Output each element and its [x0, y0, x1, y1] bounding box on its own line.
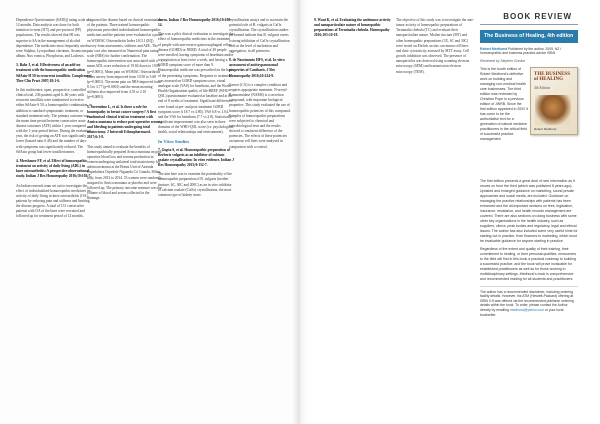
paragraph: This study aimed to evaluate the benefits of homoeopathically prepared Arnica montana on post-operative blood loss and seroma production in women undergoing unilateral total mastectomy for adenocarcinoma at the Breast Unit of Azienda Ospedaliera Ospedale Niguarda Ca' Granda, Milan, Italy, from 2013 to 2014. 53 women were randomly assigned to Arnica montana or placebo and were followed up. The primary outcome measure was the volume of blood and serum collected in the drainage. — [87, 144, 163, 201]
column-4 — [229, 18, 291, 154]
article-heading: 7. Gupta S, et al. Homoeopathic preparation of Berberis vulgaris as an inhibitor of calcium oxalate crystallisation: In vitro evidence. Indian J Res Homoeopathy 2015;9:152-7. — [158, 147, 234, 168]
paragraph: diagnosed the disease based on clinical examination of the patients. Three trained homoeopathic physicians prescribed individualised homoeopathic medicines and the patients were evaluated at a point on WOMAC Osteoarthritis Index LK3.1 (EQ) survey from assessments, stiffness and ADL. The pain core also measured on Numerical pain rating scale (NRS) for further confirmation. The homoeopathic intervention was associated with a mean ADL score reduction of 19.84 down to 19.89 (p=0.0001). Mean pain on WOMAC Osteoarthritis Index survey from improved from 10.50 to 5.68 (p=0.0001). The mean pain on NRS improved from 8.3 to 3.77 (p=0.0001) and the mean morning stiffness also improved from 4.55 to 2.10 (p=0.0001). — [87, 18, 162, 100]
book-cover-author: Robert Medhurst — [534, 126, 557, 131]
review-paragraph: This is the fourth edition of Robert Medhurst's definitive work on building and managing non-medical health care businesses. The third edition was reviewed by Christian Pope in a previous edition of JWRB. Since the first edition appeared in 2002 it has come to be the authoritative text for a generation of natural medicine practitioners in the critical field of successful practice management. — [480, 66, 528, 141]
column-1 — [16, 18, 92, 224]
page-title: BOOK REVIEW — [503, 12, 572, 21]
book-review-panel — [480, 30, 578, 410]
paragraph: In this multicentre, open, prospective, controlled clinical trial, 236 patients aged 6–60 years with recurrent tonsillitis were randomised to receive either SilAzin-S 50, a homoeopathic combination, in addition to standard symptomatic treatment, or standard treatment only. The primary outcome was the mean time period between consecutive acute disease outcomes (ATE) within 1 year compared with the 1-year period before. During the evaluation year, the risk of getting an ATE was significantly lower (hazard ratio 0.46) and the number of days with symptoms was significantly reduced. The SilAzin group had fewer tonsillectomies. — [16, 87, 92, 154]
right-page — [300, 0, 600, 424]
article-heading: 8. de Nascimento HFS, et al. In vitro assessment of antitrypanosomal properties of Cantharis. J Res Homoeopathy 2016;10:124-9. — [229, 58, 285, 78]
reviewer-credit: Reviewed by Stephen Gordon — [480, 58, 526, 63]
paragraph: The objective of this study was to investigate the anti-tumor activity of homeopathic preparations of Terminalia chebula (TC) and evaluate their nanoparticulate nature. Mother tincture (MT) and other homeopathic preparations (3X, 6C and 30C) were tested on Ehrlich ascites carcinoma cell lines and their cytotoxicity assessed by MTT assay. Cell growth inhibition was observed. The presence of nanoparticles was detected using scanning electron microscopy (SEM) and transmission electron microscopy (TEM). — [396, 18, 474, 74]
paragraph: Cancer (CA) is a complex condition and requires appropriate treatment. N-acetyl-B-muramidase (NAMS) is a secretion compound, with important biological properties. This study evaluated the use of homoeopathic potencies of this compound. Samples of homoeopathic preparations were subjected to chemical and microbiological tests and the results showed a consistent difference of the potencies. The effects of these potencies on tumour cell lines were analysed in comparison with a control. — [229, 82, 291, 149]
column-2 — [87, 18, 163, 205]
article-heading: 9. Wani K, et al. Evaluating the antitumor activity and nanoparticulate nature of homeopathic preparations of Terminalia chebula. Homeopathy 2016;105:10-18. — [314, 18, 391, 38]
article-heading: 3. Bahr J, et al. Effectiveness of an add-on treatment with the homoeopathic medication SilAzin-H 50 in recurrent tonsillitis. Complement Ther Clin Pract 2007;18:1-6. — [16, 63, 92, 83]
review-intro-text — [480, 67, 528, 145]
review-footer-note — [480, 286, 578, 318]
review-paragraph: The first edition presents a great deal of new information as it moves on from the third (which was published 8 years ago). Updated and enlarged guidance on marketing, sound private approaches and social media, are included. Guidance on managing the practice relationships with patients has been enhanced and the all-important sections on fees, legislation, insurance, resistance, and health records management are covered. There are also sections on doing business with some other key organisations in the health industry, such as suppliers, clinics, peak bodies and regulatory, legal and ethical issues. The author has also included some very useful hints for starting out in practice, from finances to marketing, which must be invaluable guidance for anyone starting in practice. — [480, 178, 578, 243]
article-heading: 4. Mersbauer FF, et al. Effect of homoeopathic treatment on activity of daily living (ADL) in knee osteoarthritis: A prospective observational study. Indian J Res Homoeopathy 2016;10:102-7. — [16, 158, 92, 179]
paragraph: An Indian research team set out to investigate the effect of individualised homoeopathic medicines on activity of daily living in knee osteoarthritis (OA) patients by reducing pain and stiffness and limiting the disease progress. A total of 131 consecutive patients with OA of the knee were recruited and followed up for treatment period of 12 months. — [16, 183, 91, 219]
review-author-line — [480, 47, 578, 56]
paragraph: This was a pilot clinical evaluation to investigate the effect of homoeopathic medicines in the treatment of people with non-erosive gastroesophageal reflux disease (GORD) or NERD. A total of 49 people were enrolled, having symptoms of heartburn and/or regurgitation at least twice a week, and having a GORD symptom score of more than 9. Homoeopathic medicine was prescribed on the basis of the presenting symptoms. Response to treatment was assessed on GORD symptom score, visual analogue scale (VAS) for heartburn, and the World Health Organization quality of life-BREF (WHO-QOL) questionnaire evaluated at baseline and at the end of 8 weeks of treatment. Significant differences were found at pre- and post-treatment GORD symptom score (t 18.7 vs 4.80), VAS 6.8 vs 1.04, and the VAS for heartburn (7.7 vs 2.8). Statistically significant improvement was also seen in three domains of the WHO-QOL score (i.e. psychological, health, social relationships and environment). — [158, 32, 234, 135]
column-6 — [396, 18, 474, 79]
review-intro-block — [480, 67, 578, 177]
header-rule — [480, 24, 578, 25]
footer-text: The author has a recommended disclaimer, including ordering facility details. However, his ATM (Hewlett-Packard) offering at ISBN 0-9 was offered via the recommended publisher ordering details within the book. To order, please contact the Author directly by emailing — [480, 289, 574, 312]
review-body — [480, 179, 578, 282]
article-heading: durus. Indian J Res Homoeopathy 2016;10:108-14. — [158, 18, 232, 28]
column-3 — [158, 18, 234, 202]
footer-tail: or your local bookseller. — [480, 307, 564, 317]
book-cover-title: THE BUSINESS of HEALING — [534, 71, 570, 83]
section-heading: In Vitro Studies — [158, 139, 190, 145]
review-publisher-info: Published by the author, 2009, NZ / homoeopathic and business-practice-advice ISBN — [480, 47, 562, 56]
column-5 — [314, 18, 392, 43]
book-cover-illustration — [535, 95, 571, 125]
review-heading: The Business of Healing, 4th edition — [480, 30, 578, 43]
book-cover-subtitle: 4th Edition — [534, 85, 551, 90]
review-paragraph: Regardless of the extent and quality of their training, their commitment to healing, or their personal qualities, newcomers to the field will find in this book a practical roadmap to building a successful practice, and the book will prove invaluable for established practitioners as well as for those working in multidisciplinary settings. Medhurst's book is comprehensive and recommended reading for all students and practitioners. — [480, 246, 577, 281]
book-cover-image — [530, 67, 578, 135]
review-author-name: Robert Medhurst — [480, 47, 508, 51]
footer-email-link[interactable]: medhurst@yahoo.com — [509, 307, 544, 312]
paragraph: crystallisation assays and to ascertain the potential role of B. vulgaris in CaOx crystallisation. The crystallisation studies performed indicate that B. vulgaris exerts a strong inhibition of CaOx crystallisation both at the level of nucleation and aggregation, in all potencies. — [229, 18, 290, 53]
book-gutter-shadow — [292, 0, 308, 424]
paragraph: Dependence Questionnaire (SADQ) rating scale at 12 months. Data analysis was done for both intention-to-treat (ITT) and per-protocol (PP) populations. The results showed that HI was superior to SA in the management of alcohol dependence. The medicines most frequently used were Sulphur, Lycopodium clavatum, Arsenicum album, Nux vomica, Phosphorus, and Lachesis. — [16, 18, 89, 59]
article-heading: 5. Sorrentino L, et al. Is there a role for homeopathy in breast cancer surgery? A first randomised clinical trial on treatment with Arnica montana to reduce post-operative seroma and bleeding in patients undergoing total mastectomy. J Intercult Ethnopharmacol. 2017;6:1-8. — [87, 104, 163, 140]
paragraph: The aim here was to examine the potentiality of the homoeopathic preparation of B. vulgaris (mother tincture, 6C, 30C and 200C) as an in vitro inhibitor of calcium oxalate (CaOx) crystallisation, the most common type of kidney stone. — [158, 172, 232, 197]
